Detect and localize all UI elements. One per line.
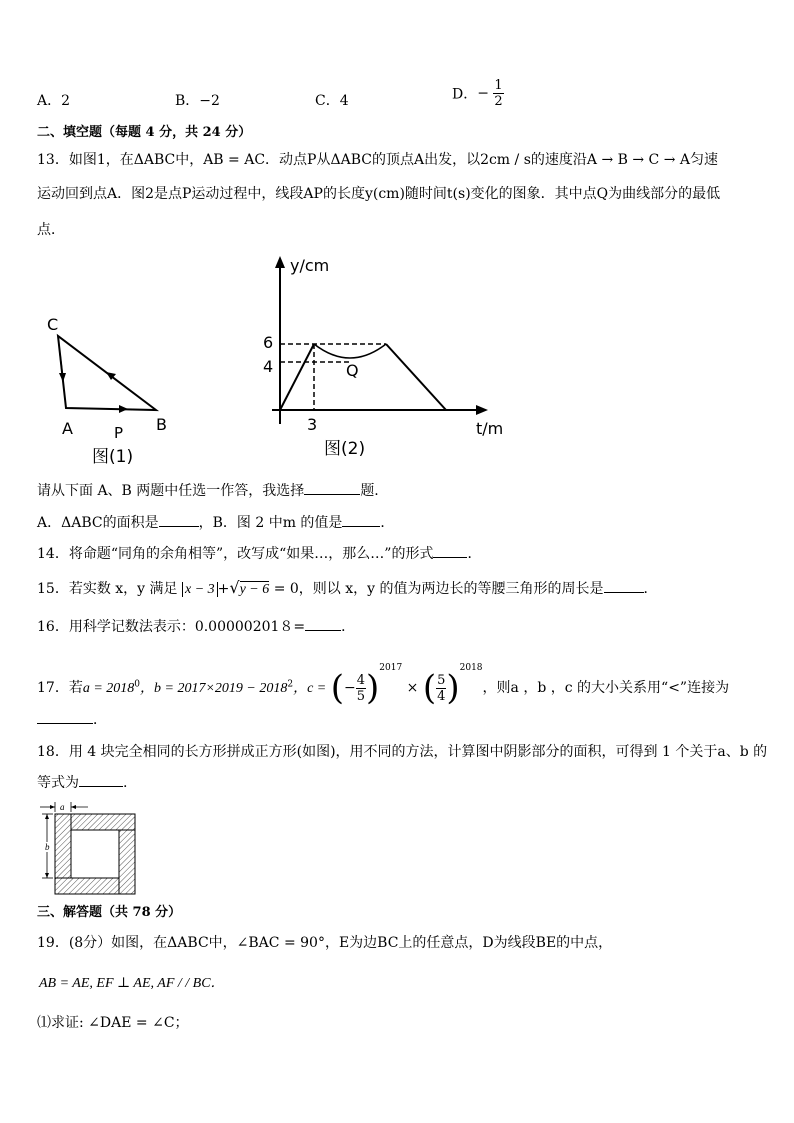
q15-end: ． xyxy=(643,581,658,597)
fraction-denominator: 2 xyxy=(494,94,503,109)
q13-choose-prefix: 请从下面 A、B 两题中任选一作答，我选择 xyxy=(37,483,305,499)
paren-open: ( xyxy=(330,668,344,708)
q17-suffix: ，则a ，b ，c 的大小关系用“<”连接为 xyxy=(482,680,730,696)
section-title-solve: 三、解答题（共 78 分） xyxy=(37,905,182,920)
paren-close: ) xyxy=(446,668,460,708)
q15 xyxy=(37,578,658,598)
q13-line2: 运动回到点A．图2是点P运动过程中，线段AP的长度y(cm)随时间t(s)变化的图象．其中点Q为曲线部分的最低 xyxy=(37,186,721,202)
fraction-numerator: 1 xyxy=(494,78,503,93)
figure-1-triangle xyxy=(40,310,180,470)
label-b: B xyxy=(156,415,167,434)
option-value: −2 xyxy=(199,93,220,109)
q17-a-exp: 0 xyxy=(134,679,141,690)
answer-blank xyxy=(304,482,360,495)
q17-end: ． xyxy=(93,712,107,728)
q13-subquestions xyxy=(37,512,394,532)
option-value: − xyxy=(477,85,489,102)
answer-blank xyxy=(433,545,467,558)
option-c xyxy=(315,90,349,110)
x-axis-arrow-icon xyxy=(476,405,488,415)
option-letter: B． xyxy=(175,93,200,109)
answer-blank xyxy=(305,618,341,631)
y-axis-arrow-icon xyxy=(275,256,285,268)
paren-close: ) xyxy=(366,668,380,708)
q18-line1: 18．用 4 块完全相同的长方形拼成正方形(如图)，用不同的方法，计算图中阴影部分的面积，可得到 1 个关于a、b 的 xyxy=(37,744,768,760)
graph-curve xyxy=(314,344,386,358)
q14 xyxy=(37,543,481,563)
option-b xyxy=(175,90,220,110)
label-a: A xyxy=(62,419,73,438)
x-axis-label: t/m xyxy=(476,419,504,438)
answer-blank xyxy=(37,711,93,724)
q18-line2-text: 等式为 xyxy=(37,775,79,791)
label-p: P xyxy=(114,424,124,442)
q16-text: 16．用科学记数法表示：0.00000201８= xyxy=(37,619,306,635)
exponent: 2017 xyxy=(379,663,403,673)
answer-blank xyxy=(342,514,380,527)
paren-open: ( xyxy=(422,668,437,708)
sqrt-symbol: √ xyxy=(229,578,240,597)
option-d xyxy=(452,78,504,109)
q13-choose-suffix: 题. xyxy=(360,483,379,499)
q18-end: . xyxy=(123,775,128,791)
abs-expression xyxy=(182,582,218,597)
answer-blank xyxy=(79,774,123,787)
tick-3: 3 xyxy=(307,415,318,434)
q19-line2: AB = AE, EF ⊥ AE, AF / / BC． xyxy=(39,976,225,991)
figure-2-caption: 图(2) xyxy=(324,439,366,459)
tick-6: 6 xyxy=(263,333,274,352)
plus-sign: + xyxy=(217,581,230,597)
q15-prefix: 15．若实数 x，y 满足 xyxy=(37,581,178,597)
q19-line1: 19．(8分）如图，在ΔABC中，∠BAC = 90°，E为边BC上的任意点，D为线段BE的中点， xyxy=(37,935,613,951)
fraction-denominator: 5 xyxy=(356,688,365,704)
q19-line3: ⑴求证: ∠DAE = ∠C； xyxy=(37,1015,189,1031)
figure-square-rectangles xyxy=(38,800,142,896)
label-c: C xyxy=(47,315,59,334)
inner-square xyxy=(71,830,119,878)
option-value: 4 xyxy=(339,93,349,109)
fraction-numerator: 5 xyxy=(437,672,446,688)
point-q-label: Q xyxy=(346,361,359,380)
option-a xyxy=(37,90,70,110)
answer-blank xyxy=(159,514,199,527)
q13-sub-a: A．ΔABC的面积是 xyxy=(37,515,159,531)
section-title-fill-blank: 二、填空题（每题 4 分，共 24 分） xyxy=(37,125,252,140)
graph-line-fall xyxy=(386,344,446,410)
fraction-numerator: 4 xyxy=(356,672,365,688)
q16 xyxy=(37,616,355,636)
q13-line3: 点． xyxy=(37,222,65,238)
q13-sub-b: ，B．图 2 中m 的值是 xyxy=(198,515,343,531)
y-axis-label: y/cm xyxy=(290,256,330,275)
fraction xyxy=(493,78,503,109)
abs-content: x − 3 xyxy=(184,582,215,597)
arrow-right-icon xyxy=(119,405,128,413)
exponent: 2018 xyxy=(459,663,483,673)
q14-end: ． xyxy=(467,546,482,562)
q17-answer-line xyxy=(37,709,107,729)
q17-b: ，b = 2017×2019 − 2018 xyxy=(140,681,288,696)
q17-a: a = 2018 xyxy=(82,681,135,696)
label-a: a xyxy=(60,802,65,812)
arrow-down-icon xyxy=(59,373,66,382)
q17-prefix: 17．若 xyxy=(37,680,83,696)
fraction-denominator: 4 xyxy=(437,688,446,704)
option-letter: D． xyxy=(452,86,478,103)
figure-2-graph xyxy=(252,252,522,462)
option-letter: C． xyxy=(315,93,340,109)
graph-line-rise xyxy=(280,344,314,410)
q14-text: 14．将命题“同角的余角相等”，改写成“如果…，那么…”的形式 xyxy=(37,546,434,562)
q13-choose-line xyxy=(37,480,379,500)
times-sign: × xyxy=(406,680,419,696)
minus-sign: − xyxy=(343,680,356,696)
figure-1-caption: 图(1) xyxy=(92,447,134,467)
answer-blank xyxy=(604,580,644,593)
fraction xyxy=(436,673,446,704)
q17-b-exp: 2 xyxy=(287,679,294,690)
q18-line2 xyxy=(37,772,127,792)
q13-line1: 13．如图1，在ΔABC中，AB = AC．动点P从ΔABC的顶点A出发，以2cm / s的速度沿A → B → C → A匀速 xyxy=(37,152,719,168)
option-value: 2 xyxy=(61,93,71,109)
q15-rest: = 0，则以 x，y 的值为两边长的等腰三角形的周长是 xyxy=(269,581,604,597)
q13-end: ． xyxy=(380,515,395,531)
tick-4: 4 xyxy=(263,357,274,376)
sqrt-content: y − 6 xyxy=(239,582,270,597)
label-b: b xyxy=(45,842,50,852)
q17-c: ，c = xyxy=(293,681,327,696)
q16-end: ． xyxy=(341,619,356,635)
option-letter: A． xyxy=(37,93,62,109)
fraction xyxy=(356,673,366,704)
